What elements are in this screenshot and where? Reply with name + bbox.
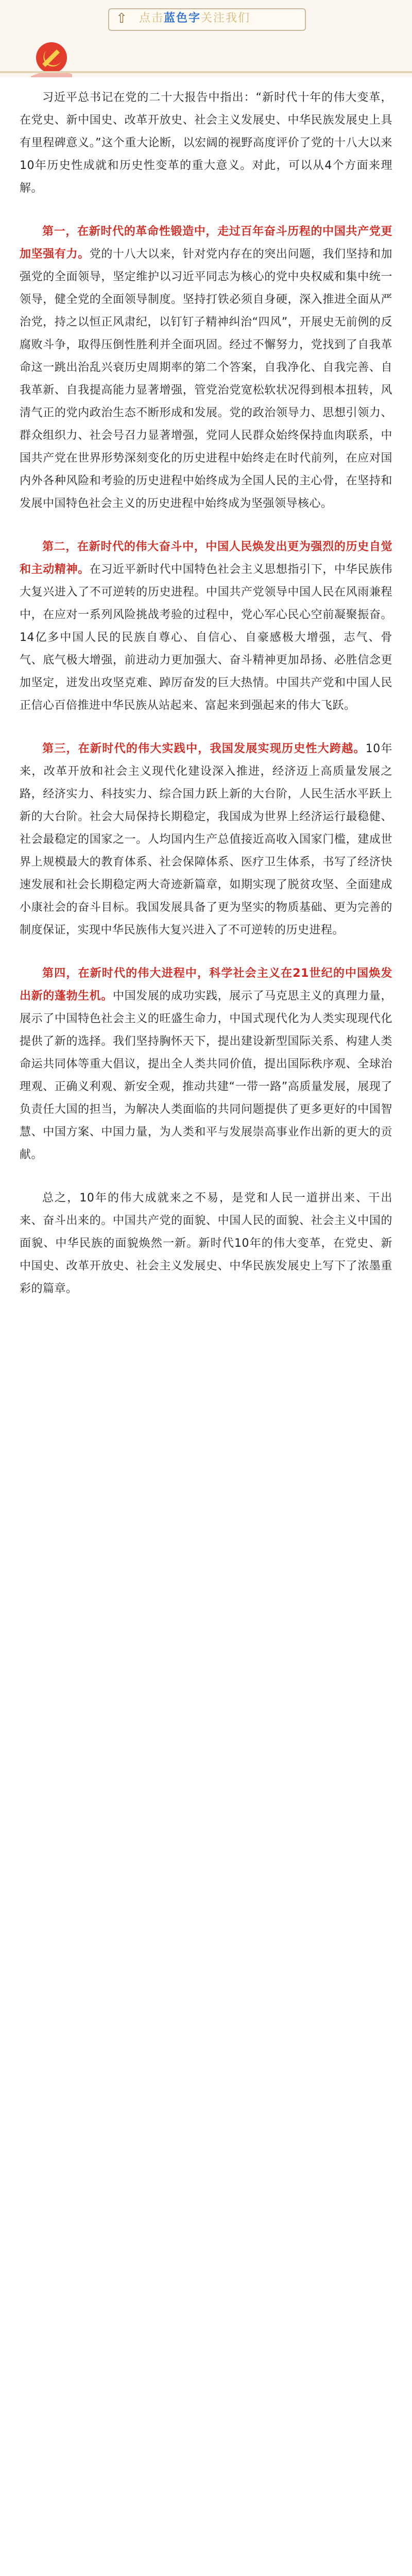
section-paragraph	[20, 221, 392, 515]
follow-prefix: 点击	[139, 12, 164, 25]
section-lead: 第二，在新时代的伟大奋斗中，中国人民焕发出更为强烈的历史自觉和主动精神。	[20, 540, 392, 576]
header-band	[0, 71, 412, 73]
section-lead: 第三，在新时代的伟大实践中，我国发展实现历史性大跨越。	[42, 742, 366, 755]
page-header	[0, 0, 412, 77]
section-body: 在习近平新时代中国特色社会主义思想指引下，中华民族伟大复兴进入了不可逆转的历史进程。中国共产党领导中国人民在风雨兼程中，在应对一系列风险挑战考验的过程中，党心军心民心空前凝聚振奋。14亿多中国人民的民族自尊心、自信心、自豪感极大增强，志气、骨气、底气极大增强，前进动力更加强大、奋斗精神更加昂扬、必胜信念更加坚定，迸发出攻坚克难、踔厉奋发的巨大热情。中国共产党和中国人民正信心百倍推进中华民族从站起来、富起来到强起来的伟大飞跃。	[20, 563, 392, 712]
section-paragraph	[20, 536, 392, 717]
follow-highlight[interactable]: 蓝色字	[164, 12, 201, 25]
section-body: 10年来，改革开放和社会主义现代化建设深入推进，经济迈上高质量发展之路，经济实力、科技实力、综合国力跃上新的大台阶，人民生活水平跃上新的大台阶。社会大局保持长期稳定，我国成为世界上经济运行最稳健、社会最稳定的国家之一。人均国内生产总值接近高收入国家门槛，建成世界上规模最大的教育体系、社会保障体系、医疗卫生体系，书写了经济快速发展和社会长期稳定两大奇迹新篇章，如期实现了脱贫攻坚、全面建成小康社会的奋斗目标。我国发展具备了更为坚实的物质基础、更为完善的制度保证，实现中华民族伟大复兴进入了不可逆转的历史进程。	[20, 742, 392, 937]
section-lead: 第四，在新时代的伟大进程中，科学社会主义在21世纪的中国焕发出新的蓬勃生机。	[20, 967, 392, 1003]
up-arrow-icon: ⇧	[116, 11, 127, 26]
follow-prompt[interactable]	[139, 11, 250, 26]
intro-paragraph: 习近平总书记在党的二十大报告中指出：“新时代十年的伟大变革，在党史、新中国史、改革开放史、社会主义发展史、中华民族发展史上具有里程碑意义。”这个重大论断，以宏阔的视野高度评价了党的十八大以来10年历史性成就和历史性变革的重大意义。对此，可以从4个方面来理解。	[20, 91, 392, 195]
section-paragraph	[20, 962, 392, 1166]
article-body	[20, 87, 392, 1321]
conclusion-paragraph: 总之，10年的伟大成就来之不易，是党和人民一道拼出来、干出来、奋斗出来的。中国共产党的面貌、中国人民的面貌、社会主义中国的面貌、中华民族的面貌焕然一新。新时代10年的伟大变革，在党史、新中国史、改革开放史、社会主义发展史、中华民族发展史上写下了浓墨重彩的篇章。	[20, 1192, 392, 1295]
section-body: 中国发展的成功实践，展示了马克思主义的真理力量，展示了中国特色社会主义的旺盛生命力，中国式现代化为人类实现现代化提供了新的选择。我们坚持胸怀天下，提出建设新型国际关系、构建人类命运共同体等重大倡议，提出全人类共同价值，提出国际秩序观、全球治理观、正确义利观、新安全观，推动共建“一带一路”高质量发展，展现了负责任大国的担当，为解决人类面临的共同问题提供了更多更好的中国智慧、中国方案、中国力量，为人类和平与发展崇高事业作出新的更大的贡献。	[20, 990, 392, 1161]
section-paragraph	[20, 738, 392, 942]
section-body: 党的十八大以来，针对党内存在的突出问题，我们坚持和加强党的全面领导，坚定维护以习近平同志为核心的党中央权威和集中统一领导，健全党的全面领导制度。坚持打铁必须自身硬，深入推进全面从严治党，持之以恒正风肃纪，以钉钉子精神纠治“四风”，开展史无前例的反腐败斗争，取得压倒性胜利并全面巩固。经过不懈努力，党找到了自我革命这一跳出治乱兴衰历史周期率的第二个答案，自我净化、自我完善、自我革新、自我提高能力显著增强，管党治党宽松软状况得到根本扭转，风清气正的党内政治生态不断形成和发展。党的政治领导力、思想引领力、群众组织力、社会号召力显著增强，党同人民群众始终保持血肉联系，中国共产党在世界形势深刻变化的历史进程中始终走在时代前列，在应对国内外各种风险和考验的历史进程中始终成为全国人民的主心骨，在坚持和发展中国特色社会主义的历史进程中始终成为坚强领导核心。	[20, 248, 392, 510]
section-lead: 第一，在新时代的革命性锻造中，走过百年奋斗历程的中国共产党更加坚强有力。	[20, 225, 392, 261]
follow-suffix: 关注我们	[201, 12, 251, 25]
